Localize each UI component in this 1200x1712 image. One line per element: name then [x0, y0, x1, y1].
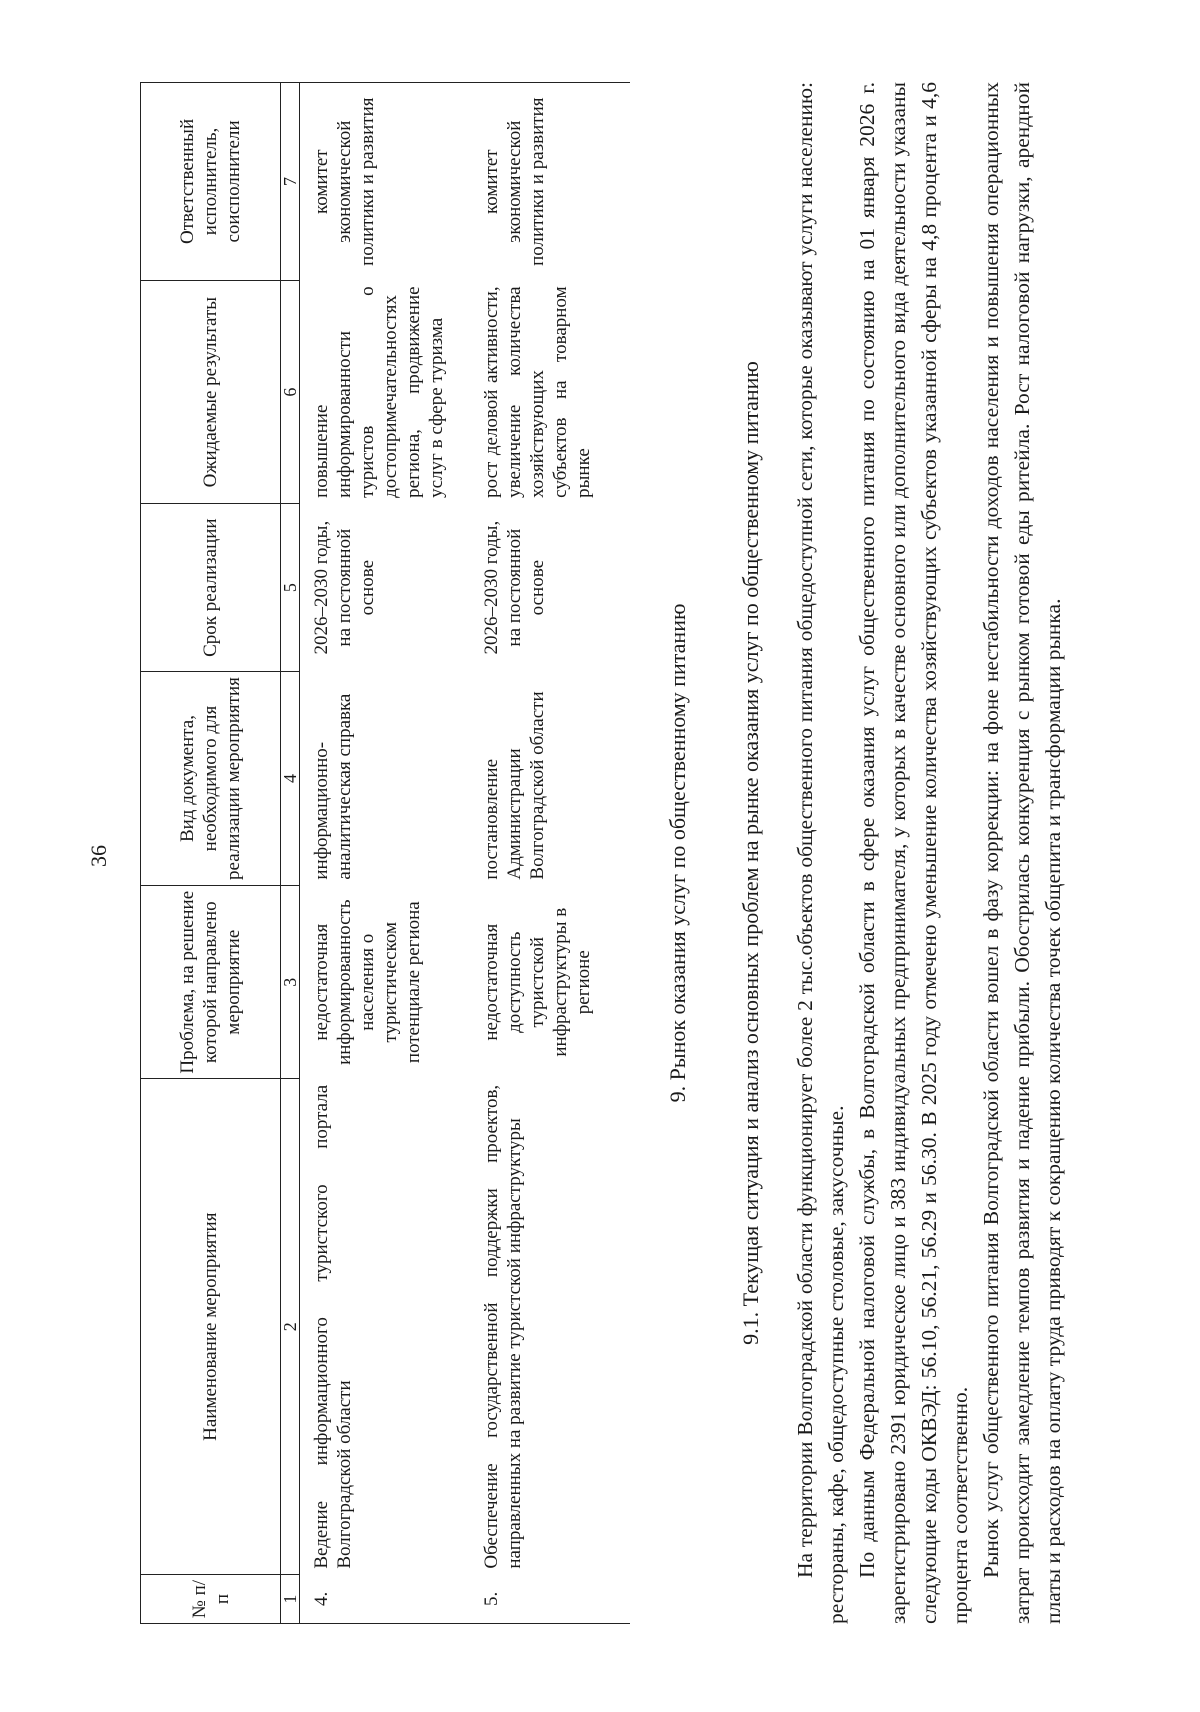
header-executor: Ответственный исполнитель, соисполнители: [141, 83, 281, 281]
section-title: 9. Рынок оказания услуг по общественному питанию: [665, 603, 690, 1103]
row-number: 4.: [300, 1575, 470, 1624]
column-number: 1: [281, 1575, 300, 1624]
measure-executor: комитет экономической политики и развития: [300, 83, 470, 281]
column-number: 7: [281, 83, 300, 281]
measures-table: [140, 82, 630, 1624]
paragraph: Рынок услуг общественного питания Волгоградской области вошел в фазу коррекции: на фоне нестабильности доходов населения и повышения операционных затрат происходит замедление темпов развития и падение прибыли. Обострилась конкуренция с рынком готовой еды ритейла. Рост налоговой нагрузки, арендной платы и расходов на оплату труда приводят к сокращению количества точек общепита и трансформации рынка.: [979, 82, 1065, 1624]
measure-term: 2026–2030 годы, на постоянной основе: [480, 520, 548, 655]
measure-problem: недостаточная доступность туристской инфраструктуры в регионе: [480, 907, 594, 1057]
measure-term: 2026–2030 годы, на постоянной основе: [311, 520, 378, 655]
measure-problem: недостаточная информированность населения о туристическом потенциале региона: [311, 899, 424, 1065]
table-row: [470, 83, 630, 1624]
paragraph: По данным Федеральной налоговой службы, в Волгоградской области в сфере оказания услуг общественного питания по состоянию на 01 января 2026 г. зарегистрировано 2391 юридическое лицо и 383 индивидуальных предпринимателя, у которых в качестве основного или дополнительного вида деятельности указаны следующие коды ОКВЭД: 56.10, 56.21, 56.29 и 56.30. В 2025 году отмечено уменьшение количества хозяйствующих субъектов указанной сферы на 4,8 процента и 4,6 процента соответственно.: [855, 82, 972, 1624]
measure-name: Обеспечение государственной поддержки проектов, направленных на развитие туристской инфраструктуры: [480, 1084, 525, 1569]
measure-results: повышение информированности туристов о достопримечательностях региона, продвижение услуг в сфере туризма: [311, 286, 447, 498]
page-number: 36: [86, 845, 111, 867]
table-row: [300, 83, 470, 1624]
paragraph: На территории Волгоградской области функционирует более 2 тыс.объектов общественного питания общедоступной сети, которые оказывают услуги населению: рестораны, кафе, общедоступные столовые, закусочные.: [793, 82, 848, 1624]
measure-name: Ведение информационного туристского портала Волгоградской области: [311, 1084, 355, 1569]
measure-document: информационно-аналитическая справка: [311, 693, 355, 880]
measure-executor: комитет экономической политики и развития: [470, 83, 630, 281]
column-number: 5: [281, 504, 300, 672]
column-number: 3: [281, 886, 300, 1079]
header-term: Срок реализации: [141, 504, 281, 672]
column-number: 6: [281, 280, 300, 503]
column-number: 4: [281, 671, 300, 885]
body-text: [790, 82, 1069, 1624]
column-number: 2: [281, 1079, 300, 1575]
measure-results: рост деловой активности, увеличение количества хозяйствующих субъектов на товарном рынке: [480, 286, 594, 498]
header-num: № п/п: [141, 1575, 281, 1624]
header-document: Вид документа, необходимого для реализации мероприятия: [141, 671, 281, 885]
header-problem: Проблема, на решение которой направлено мероприятие: [141, 886, 281, 1079]
subsection-title: 9.1. Текущая ситуация и анализ основных проблем на рынке оказания услуг по общественному питанию: [738, 361, 763, 1345]
column-number-row: [281, 83, 300, 1624]
header-results: Ожидаемые результаты: [141, 280, 281, 503]
header-name: Наименование мероприятия: [141, 1079, 281, 1575]
measure-document: постановление Администрации Волгоградской области: [480, 691, 548, 880]
row-number: 5.: [470, 1575, 630, 1624]
table-header-row: [141, 83, 281, 1624]
